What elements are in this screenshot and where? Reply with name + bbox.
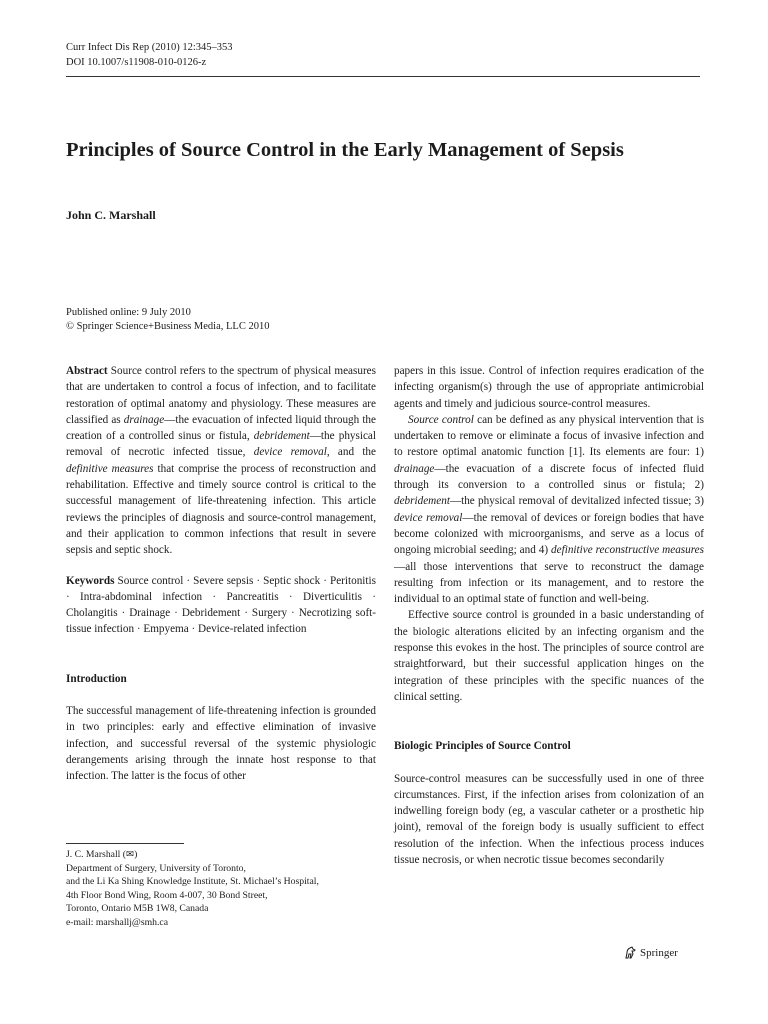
paragraph: Source-control measures can be successfully used in one of three circumstances. First, if the infection arises from colonization of an indwelling foreign body (eg, a vascular catheter or a prosthetic hip joint), removal of the foreign body is usually sufficient to effect resolution of the infection. When the infectious process induces tissue necrosis, or when necrotic tissue becomes secondarily [394,772,704,867]
paragraph: papers in this issue. Control of infection requires eradication of the infecting organism(s) through the use of appropriate antimicrobial agents and timely and judicious source-control measures. [394,365,704,410]
publisher-logo [624,946,678,959]
springer-horse-icon [624,946,637,959]
journal-header [66,40,233,70]
header-rule [66,76,700,77]
keywords: Keywords Source control · Severe sepsis · Septic shock · Peritonitis · Intra-abdominal infection · Pancreatitis · Diverticulitis · Cholangitis · Drainage · Debridement · Surgery · Necrotizing soft-tissue infection · Empyema · Device-related infection [66,574,376,636]
keywords-label: Keywords [66,574,115,587]
article-title: Principles of Source Control in the Early Management of Sepsis [66,139,624,161]
abstract: Abstract Source control refers to the spectrum of physical measures that are undertaken to control a focus of infection, and to facilitate restoration of optimal anatomy and physiology. These measures are classified as drainage—the evacuation of infected liquid through the creation of a controlled sinus or fistula, debridement—the physical removal of necrotic infected tissue, device removal, and the definitive measures that comprise the process of reconstruction and rehabilitation. Effective and timely source control is critical to the successful management of life-threatening infection. This article reviews the principles of diagnosis and source-control management, and their application to common infections that result in severe sepsis and septic shock. [66,365,377,557]
paragraph: Effective source control is grounded in a basic understanding of the biologic alterations elicited by an infecting organism and the response this evokes in the host. The principles of source control are straightforward, but their successful application hinges on the integration of these principles with the specific nuances of the clinical setting. [394,609,704,703]
published-online: Published online: 9 July 2010 [66,307,191,318]
introduction-paragraph: The successful management of life-threatening infection is grounded in two principles: early and effective elimination of invasive infection, and successful reversal of the systemic physiologic derangements arising through the innate host response to that infection. The latter is the focus of other [66,705,376,783]
right-column [394,363,704,868]
author-email[interactable]: e-mail: marshallj@smh.ca [66,916,168,928]
author-name: John C. Marshall [66,208,156,222]
publication-info [66,306,269,334]
publisher-name: Springer [640,946,678,959]
journal-citation: Curr Infect Dis Rep (2010) 12:345–353 [66,42,233,53]
paragraph: Source control can be defined as any physical intervention that is undertaken to remove or eliminate a focus of invasive infection and to restore optimal anatomic function [1]. Its elements are four: 1) drainage—the evacuation of a discrete focus of infected fluid through its conversion to a controlled sinus or fistula; 2) debridement—the physical removal of devitalized infected tissue; 3) device removal—the removal of devices or foreign bodies that have become colonized with microorganisms, and serve as a locus of ongoing microbial seeding; and 4) definitive reconstructive measures—all those interventions that serve to reconstruct the damage resulting from infection or its management, and to restore the individual to an optimal state of function and well-being. [394,413,704,606]
author-affiliation-footnote: J. C. Marshall (✉) Department of Surgery, University of Toronto, and the Li Ka Shing Knowledge Institute, St. Michael’s Hospital, 4th Floor Bond Wing, Room 4-007, 30 Bond Street, Toronto, Ontario M5B 1W8, Canada e-mail: marshallj@smh.ca [66,848,386,929]
doi[interactable]: DOI 10.1007/s11908-010-0126-z [66,57,207,68]
introduction-heading: Introduction [66,672,127,685]
footnote-rule [66,843,184,844]
section-heading: Biologic Principles of Source Control [394,740,571,753]
abstract-label: Abstract [66,365,108,377]
copyright: © Springer Science+Business Media, LLC 2010 [66,321,270,332]
left-column [66,363,376,785]
